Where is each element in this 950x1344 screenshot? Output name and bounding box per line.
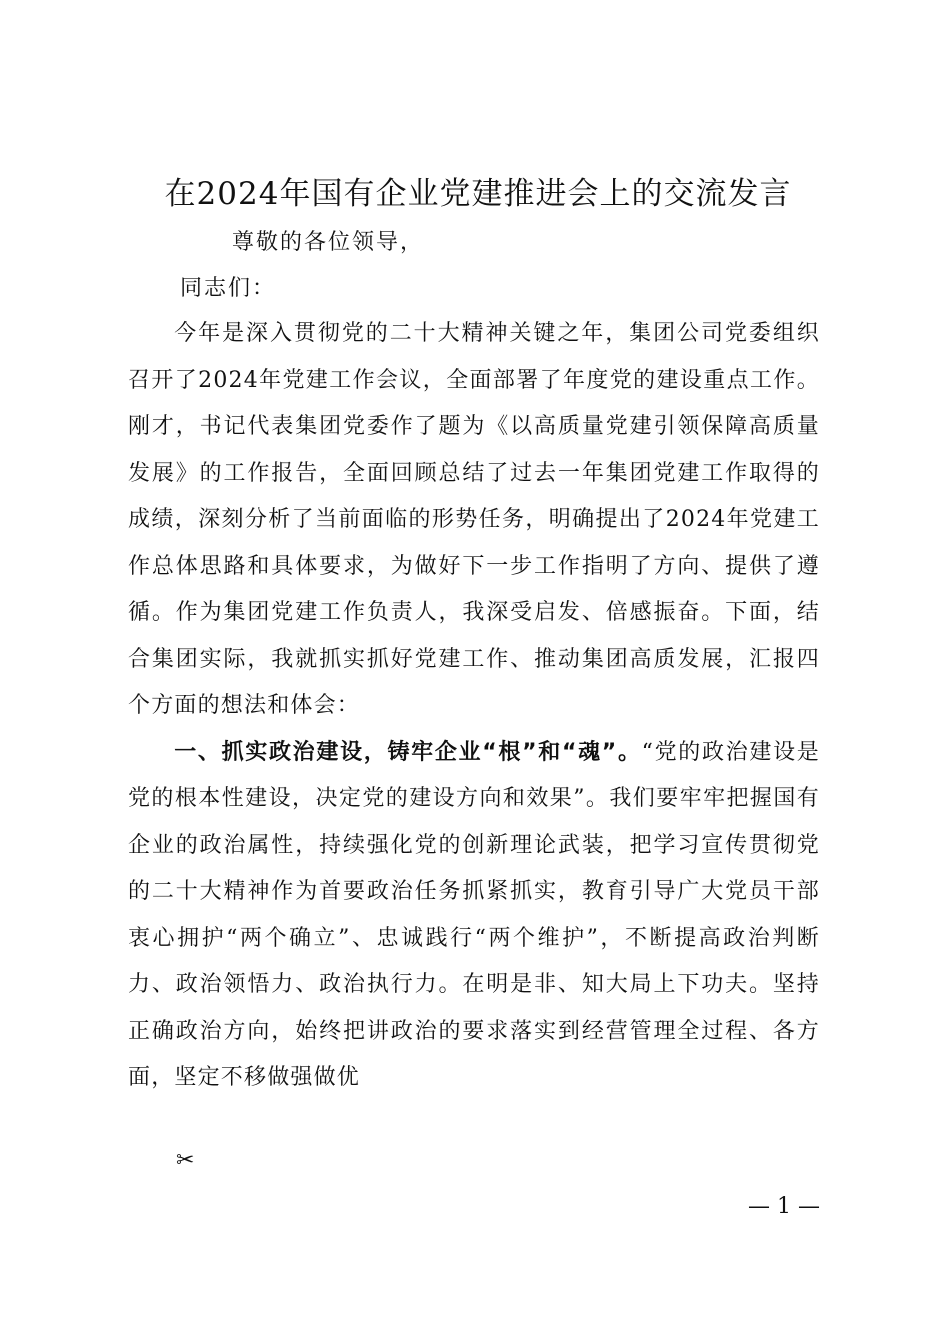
paragraph-section-1 — [128, 730, 820, 1102]
document-title: 在2024年国有企业党建推进会上的交流发言 — [164, 176, 792, 212]
section-1-text: “党的政治建设是党的根本性建设，决定党的建设方向和效果”。我们要牢牢把握国有企业的政治属性，持续强化党的创新理论武装，把学习宣传贯彻党的二十大精神作为首要政治任务抓紧抓实，教育引导广大党员干部衷心拥护“两个确立”、忠诚践行“两个维护”，不断提高政治判断力、政治领悟力、政治执行力。在明是非、知大局上下功夫。坚持正确政治方向，始终把讲政治的要求落实到经营管理全过程、各方面，坚定不移做强做优 — [128, 739, 820, 1090]
scissors-icon: ✂ — [176, 1148, 195, 1173]
salutation-leaders: 尊敬的各位领导， — [232, 230, 425, 255]
section-1-heading: 一、抓实政治建设，铸牢企业“根”和“魂”。 — [174, 739, 642, 765]
document-body — [128, 311, 820, 1102]
page-number: — 1 — — [748, 1194, 820, 1219]
paragraph-intro: 今年是深入贯彻党的二十大精神关键之年，集团公司党委组织召开了2024年党建工作会议，全面部署了年度党的建设重点工作。刚才，书记代表集团党委作了题为《以高质量党建引领保障高质量发展》的工作报告，全面回顾总结了过去一年集团党建工作取得的成绩，深刻分析了当前面临的形势任务，明确提出了2024年党建工作总体思路和具体要求，为做好下一步工作指明了方向、提供了遵循。作为集团党建工作负责人，我深受启发、倍感振奋。下面，结合集团实际，我就抓实抓好党建工作、推动集团高质发展，汇报四个方面的想法和体会： — [128, 321, 820, 718]
salutation-comrades: 同志们： — [180, 276, 277, 301]
